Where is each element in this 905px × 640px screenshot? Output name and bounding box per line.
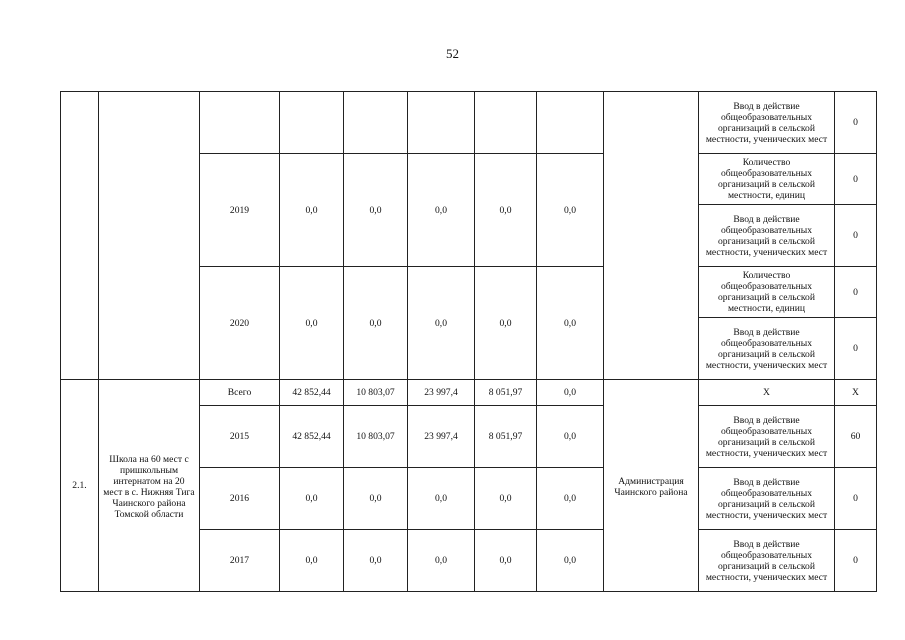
indicator-name-cell: Ввод в действие общеобразовательных организаций в сельской местности, ученических мест [699,406,835,468]
value-cell: 42 852,44 [280,406,344,468]
value-cell: 0,0 [537,380,604,406]
value-cell: 0,0 [475,530,537,592]
row-number-cell [61,92,99,380]
table-row [61,92,877,154]
indicator-name-cell: Ввод в действие общеобразовательных организаций в сельской местности, ученических мест [699,468,835,530]
program-table [60,91,877,592]
value-cell: 0,0 [475,267,537,380]
object-name-cell: Школа на 60 мест с пришкольным интернатом на 20 мест в с. Нижняя Тига Чаинского района Томской области [99,380,200,592]
value-cell: 0,0 [537,406,604,468]
indicator-name-cell: Ввод в действие общеобразовательных организаций в сельской местности, ученических мест [699,318,835,380]
indicator-name-cell: Ввод в действие общеобразовательных организаций в сельской местности, ученических мест [699,92,835,154]
indicator-name-cell: Количество общеобразовательных организаций в сельской местности, единиц [699,154,835,205]
value-cell [475,92,537,154]
value-cell: 0,0 [475,154,537,267]
value-cell: 23 997,4 [408,380,475,406]
indicator-value-cell: 60 [835,406,877,468]
value-cell: 0,0 [537,154,604,267]
indicator-value-cell: 0 [835,318,877,380]
value-cell [280,92,344,154]
value-cell: 0,0 [344,154,408,267]
value-cell: 0,0 [537,468,604,530]
value-cell [408,92,475,154]
indicator-value-cell: 0 [835,92,877,154]
value-cell: 0,0 [537,267,604,380]
indicator-name-cell: X [699,380,835,406]
year-cell [200,92,280,154]
year-cell: 2015 [200,406,280,468]
value-cell: 42 852,44 [280,380,344,406]
year-cell: 2017 [200,530,280,592]
year-cell: 2016 [200,468,280,530]
indicator-name-cell: Количество общеобразовательных организаций в сельской местности, единиц [699,267,835,318]
indicator-name-cell: Ввод в действие общеобразовательных организаций в сельской местности, ученических мест [699,205,835,267]
value-cell: 0,0 [344,267,408,380]
year-cell: Всего [200,380,280,406]
indicator-value-cell: X [835,380,877,406]
value-cell: 8 051,97 [475,380,537,406]
value-cell: 0,0 [408,267,475,380]
indicator-value-cell: 0 [835,205,877,267]
value-cell: 0,0 [280,530,344,592]
executor-cell [604,92,699,380]
value-cell: 0,0 [280,267,344,380]
page-number: 52 [446,46,459,61]
item-number-cell: 2.1. [61,380,99,592]
value-cell: 0,0 [408,530,475,592]
indicator-value-cell: 0 [835,530,877,592]
value-cell: 0,0 [408,468,475,530]
value-cell: 10 803,07 [344,380,408,406]
value-cell [537,92,604,154]
object-name-cell [99,92,200,380]
value-cell: 10 803,07 [344,406,408,468]
value-cell [344,92,408,154]
indicator-name-cell: Ввод в действие общеобразовательных организаций в сельской местности, ученических мест [699,530,835,592]
value-cell: 8 051,97 [475,406,537,468]
value-cell: 0,0 [475,468,537,530]
table-row [61,380,877,406]
year-cell: 2020 [200,267,280,380]
value-cell: 0,0 [344,468,408,530]
year-cell: 2019 [200,154,280,267]
value-cell: 0,0 [280,154,344,267]
value-cell: 0,0 [408,154,475,267]
value-cell: 0,0 [280,468,344,530]
executor-cell: Администрация Чаинского района [604,380,699,592]
value-cell: 23 997,4 [408,406,475,468]
indicator-value-cell: 0 [835,267,877,318]
value-cell: 0,0 [537,530,604,592]
indicator-value-cell: 0 [835,468,877,530]
indicator-value-cell: 0 [835,154,877,205]
value-cell: 0,0 [344,530,408,592]
